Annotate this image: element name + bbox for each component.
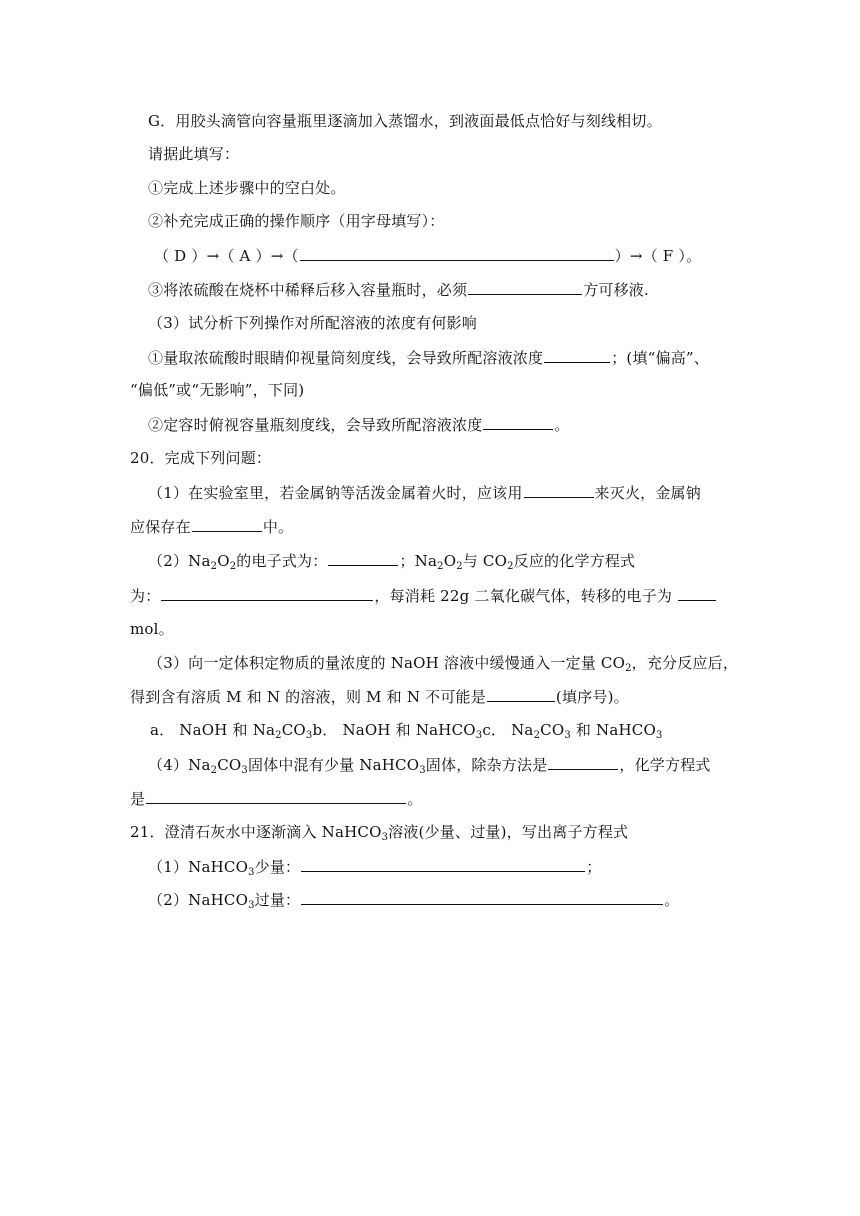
question-20-heading: 20．完成下列问题： [130,449,272,467]
q19-2-2: ②补充完成正确的操作顺序（用字母填写）： [148,212,445,230]
option-b: b． NaOH 和 NaHCO$_3$ [312,721,483,741]
option-c: c． $Na_2CO_3$ 和 NaHCO$_3$ [482,721,663,741]
q20-2-continued: 为： ，每消耗 22g 二氧化碳气体，转移的电子为 [130,585,717,606]
q21-1: （1）NaHCO$_3$少量： ； [148,858,602,878]
step-g-text: G．用胶头滴管向容量瓶里逐滴加入蒸馏水，到液面最低点恰好与刻线相切。 [148,112,662,130]
q20-1: （1）在实验室里，若金属钠等活泼金属着火时，应该用 来灭火，金属钠 [148,484,701,502]
answer-blank[interactable] [192,516,262,532]
q19-3-2: ②定容时俯视容量瓶刻度线，会导致所配溶液浓度 。 [148,416,570,434]
answer-blank[interactable] [301,856,585,872]
answer-blank[interactable] [300,245,614,261]
q20-3-options [150,720,663,740]
answer-blank[interactable] [328,550,398,566]
q19-2-1: ①完成上述步骤中的空白处。 [148,179,346,197]
q20-4: $(4)Na_2CO_3$固体中混有少量 NaHCO$_3$固体，除杂方法是 ，化学方程式 [148,756,711,776]
answer-blank[interactable] [146,788,406,804]
answer-blank[interactable] [487,686,555,702]
answer-blank[interactable] [301,889,663,905]
answer-blank[interactable] [544,347,610,363]
question-21-heading: 21．澄清石灰水中逐渐滴入 NaHCO$_3$溶液(少量、过量)，写出离子方程式 [130,823,629,843]
q20-2-unit: mol。 [130,620,174,638]
q21-2: （2）NaHCO$_3$过量： 。 [148,891,680,911]
q19-2-2-sequence: （ D ）→（ A ）→（ ）→（ F ）。 [154,247,702,265]
answer-blank[interactable] [483,414,553,430]
q20-3-continued: 得到含有溶质 M 和 N 的溶液，则 M 和 N 不可能是 (填序号)。 [130,688,629,706]
fill-in-instruction: 请据此填写： [148,145,240,163]
q20-4-continued: 是 。 [130,790,423,808]
q19-3-1-continued: “偏低”或“无影响”，下同) [130,381,305,399]
q19-3: （3）试分析下列操作对所配溶液的浓度有何影响 [148,314,477,332]
option-a: a． NaOH 和 $Na_2CO_3$ [150,721,313,741]
q20-3: （3）向一定体积定物质的量浓度的 NaOH 溶液中缓慢通入一定量 $CO_2$，充分反应后， [148,654,739,674]
answer-blank[interactable] [678,585,716,601]
answer-blank[interactable] [468,279,582,295]
q19-3-1: ①量取浓硫酸时眼睛仰视量筒刻度线，会导致所配溶液浓度 ；(填“偏高”、 [148,349,709,367]
answer-blank[interactable] [548,754,618,770]
q20-1-continued: 应保存在 中。 [130,518,294,536]
q20-2: $(2)Na_2O_2$的电子式为： ；$Na_2O_2$与 $CO_2$反应的化学方程式 [148,552,636,572]
q19-2-3: ③将浓硫酸在烧杯中稀释后移入容量瓶时，必须 方可移液. [148,281,649,299]
answer-blank[interactable] [524,482,594,498]
answer-blank[interactable] [161,585,373,601]
